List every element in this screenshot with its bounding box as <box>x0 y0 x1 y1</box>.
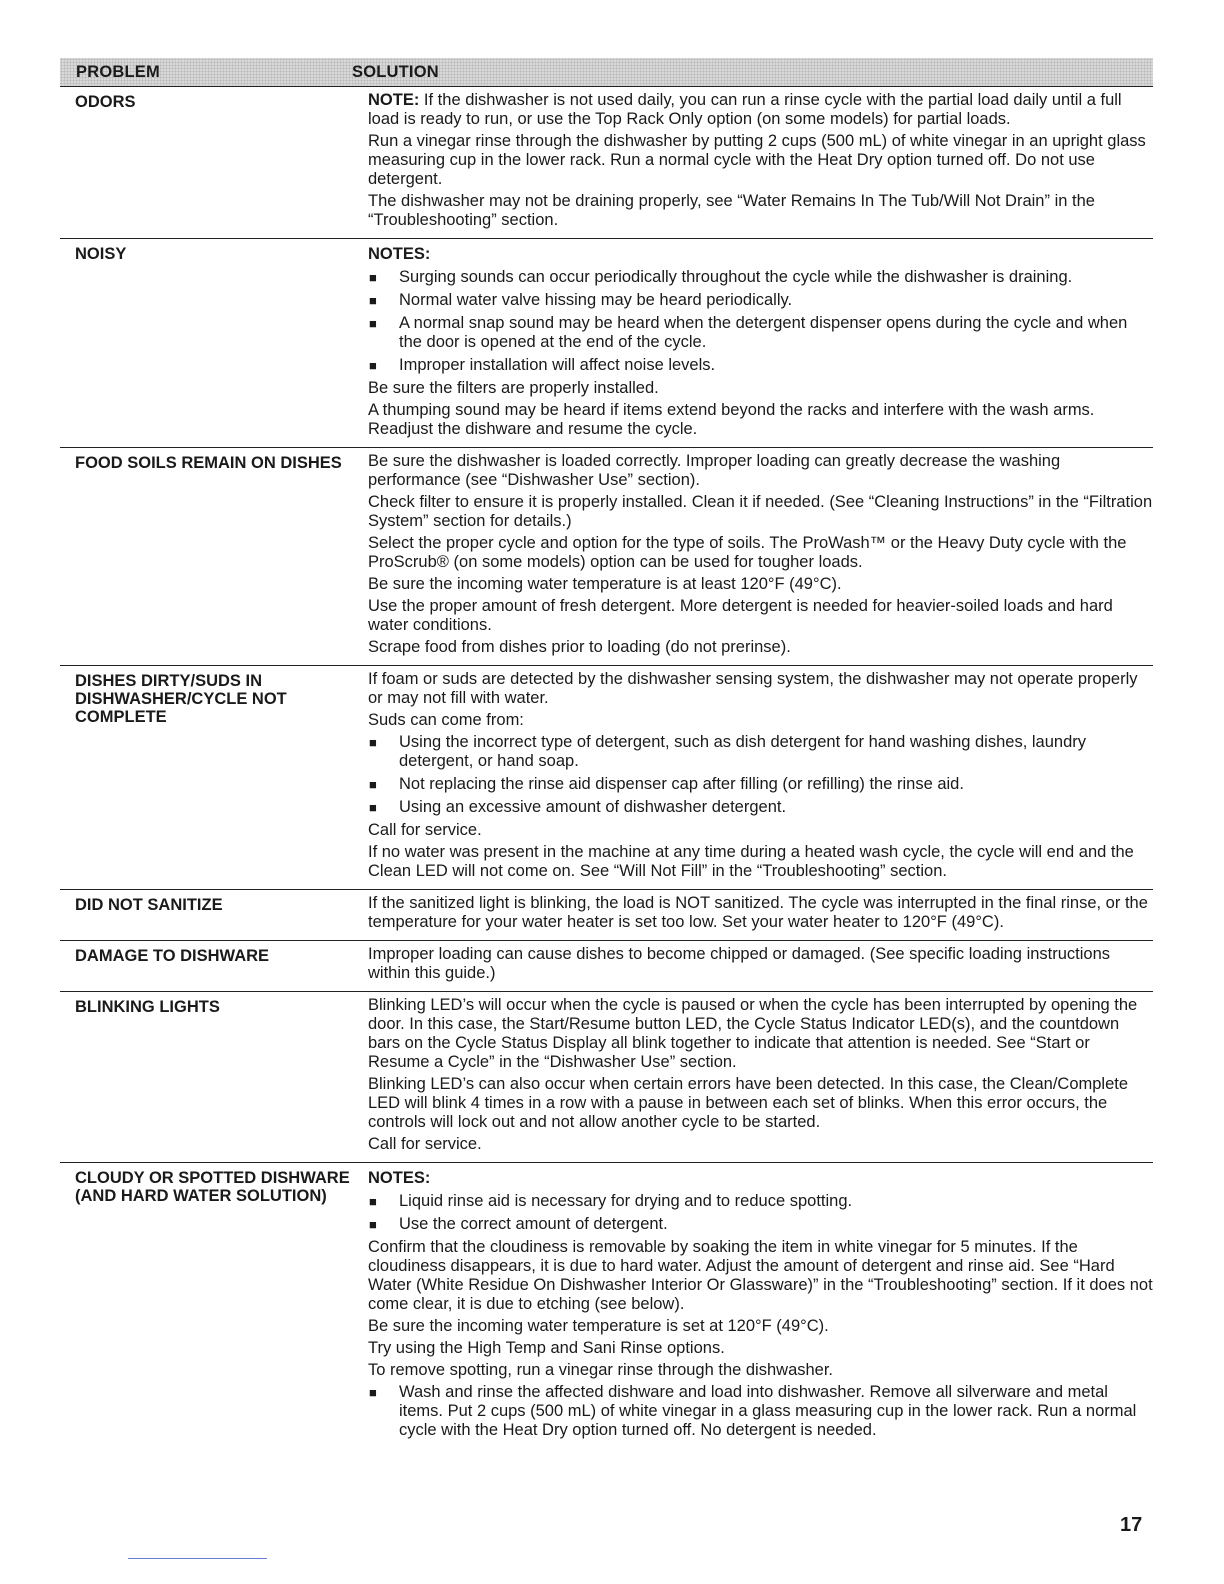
note-text: If the dishwasher is not used daily, you can run a rinse cycle with the partial load daily until a full load is ready to run, or use the Top Rack Only option (on some models) for partial loads. <box>368 91 1122 128</box>
solution-column-header: SOLUTION <box>352 63 439 81</box>
solution-paragraph: Improper loading can cause dishes to become chipped or damaged. (See specific loading instructions within this guide.) <box>368 945 1111 982</box>
solution-paragraph: If foam or suds are detected by the dishwasher sensing system, the dishwasher may not operate properly or may not fill with water. <box>368 670 1138 707</box>
square-bullet-icon: ■ <box>369 735 377 750</box>
problem-column-header: PROBLEM <box>76 63 160 81</box>
bullet-item <box>368 314 1153 352</box>
bullet-text: A normal snap sound may be heard when the detergent dispenser opens during the cycle and when the door is opened at the end of the cycle. <box>399 314 1128 351</box>
footer-rule <box>128 1558 267 1559</box>
solution-cell <box>351 243 1153 442</box>
page-number: 17 <box>1120 1514 1143 1536</box>
table-row <box>60 1163 1153 1449</box>
bullet-item <box>368 291 1153 310</box>
square-bullet-icon: ■ <box>369 777 377 792</box>
problem-cell: DID NOT SANITIZE <box>75 896 223 914</box>
bullet-text: Wash and rinse the affected dishware and load into dishwasher. Remove all silverware and metal items. Put 2 cups (500 mL) of white vinegar in a glass measuring cup in the lower rack. Run a normal cycle with the Heat Dry option turned off. No detergent is needed. <box>399 1383 1137 1439</box>
solution-paragraph: Call for service. <box>368 821 482 839</box>
problem-cell: DAMAGE TO DISHWARE <box>75 947 270 965</box>
note-paragraph <box>368 91 1153 129</box>
solution-paragraph: Confirm that the cloudiness is removable by soaking the item in white vinegar for 5 minutes. If the cloudiness disappears, it is due to hard water. Adjust the amount of detergent and rinse aid. See “Hard Water (White Residue On Dishwasher Interior Or Glassware)” in the “Troubleshooting” section. If it does not come clear, it is due to etching (see below). <box>368 1238 1153 1313</box>
table-row <box>60 666 1153 890</box>
solution-paragraph: Blinking LED’s will occur when the cycle is paused or when the cycle has been interrupted by opening the door. In this case, the Start/Resume button LED, the Cycle Status Indicator LED(s), and the countdown bars on the Cycle Status Display all blink together to indicate that attention is needed. See “Start or Resume a Cycle” in the “Dishwasher Use” section. <box>368 996 1138 1071</box>
square-bullet-icon: ■ <box>369 1385 377 1400</box>
solution-paragraph: Call for service. <box>368 1135 482 1153</box>
solution-paragraph: Scrape food from dishes prior to loading (do not prerinse). <box>368 638 791 656</box>
solution-cell <box>351 91 1153 233</box>
bullet-item <box>368 268 1153 287</box>
square-bullet-icon: ■ <box>369 293 377 308</box>
bullet-text: Using an excessive amount of dishwasher detergent. <box>399 798 787 816</box>
solution-cell <box>351 894 1153 935</box>
square-bullet-icon: ■ <box>369 1217 377 1232</box>
table-row <box>60 941 1153 992</box>
solution-paragraph: If the sanitized light is blinking, the load is NOT sanitized. The cycle was interrupted in the final rinse, or the temperature for your water heater is set too low. Set your water heater to 120°F (49°C). <box>368 894 1148 931</box>
bullet-item <box>368 1192 1153 1211</box>
bullet-text: Using the incorrect type of detergent, such as dish detergent for hand washing dishes, laundry detergent, or hand soap. <box>399 733 1086 770</box>
solution-paragraph: Be sure the filters are properly installed. <box>368 379 659 397</box>
solution-cell <box>351 452 1153 660</box>
table-row <box>60 87 1153 239</box>
notes-heading: NOTES: <box>368 1169 431 1187</box>
table-row <box>60 448 1153 666</box>
solution-paragraph: Run a vinegar rinse through the dishwasher by putting 2 cups (500 mL) of white vinegar in an upright glass measuring cup in the lower rack. Run a normal cycle with the Heat Dry option turned off. Do not use detergent. <box>368 132 1146 188</box>
solution-paragraph: To remove spotting, run a vinegar rinse through the dishwasher. <box>368 1361 834 1379</box>
solution-paragraph: Blinking LED’s can also occur when certain errors have been detected. In this case, the Clean/Complete LED will blink 4 times in a row with a pause in between each set of blinks. When this error occurs, the controls will lock out and not allow another cycle to be started. <box>368 1075 1129 1131</box>
solution-paragraph: The dishwasher may not be draining properly, see “Water Remains In The Tub/Will Not Drain” in the “Troubleshooting” section. <box>368 192 1095 229</box>
solution-cell <box>351 1167 1153 1444</box>
solution-paragraph: Use the proper amount of fresh detergent. More detergent is needed for heavier-soiled loads and hard water conditions. <box>368 597 1113 634</box>
table-header <box>60 58 1153 87</box>
table-row <box>60 992 1153 1163</box>
bullet-text: Surging sounds can occur periodically throughout the cycle while the dishwasher is draining. <box>399 268 1073 286</box>
square-bullet-icon: ■ <box>369 358 377 373</box>
bullet-item <box>368 1383 1153 1440</box>
note-label: NOTE: <box>368 91 420 109</box>
problem-cell: DISHES DIRTY/SUDS IN DISHWASHER/CYCLE NOT COMPLETE <box>75 672 287 726</box>
solution-paragraph: Check filter to ensure it is properly installed. Clean it if needed. (See “Cleaning Instructions” in the “Filtration System” section for details.) <box>368 493 1153 530</box>
solution-cell <box>351 670 1153 884</box>
troubleshooting-table <box>60 58 1153 1449</box>
bullet-item <box>368 798 1153 817</box>
table-row <box>60 890 1153 941</box>
bullet-item <box>368 775 1153 794</box>
square-bullet-icon: ■ <box>369 270 377 285</box>
solution-paragraph: Be sure the dishwasher is loaded correctly. Improper loading can greatly decrease the washing performance (see “Dishwasher Use” section). <box>368 452 1061 489</box>
bullet-text: Not replacing the rinse aid dispenser cap after filling (or refilling) the rinse aid. <box>399 775 964 793</box>
bullet-text: Liquid rinse aid is necessary for drying and to reduce spotting. <box>399 1192 853 1210</box>
problem-cell: BLINKING LIGHTS <box>75 998 220 1016</box>
solution-paragraph: Be sure the incoming water temperature is at least 120°F (49°C). <box>368 575 842 593</box>
square-bullet-icon: ■ <box>369 1194 377 1209</box>
solution-cell <box>351 996 1153 1157</box>
bullet-text: Use the correct amount of detergent. <box>399 1215 668 1233</box>
table-body <box>60 87 1153 1449</box>
bullet-item <box>368 356 1153 375</box>
solution-paragraph: Suds can come from: <box>368 711 524 729</box>
bullet-item <box>368 1215 1153 1234</box>
solution-paragraph: Select the proper cycle and option for the type of soils. The ProWash™ or the Heavy Duty cycle with the ProScrub® (on some models) option can be used for tougher loads. <box>368 534 1127 571</box>
bullet-text: Improper installation will affect noise levels. <box>399 356 716 374</box>
problem-cell: ODORS <box>75 93 136 111</box>
table-row <box>60 239 1153 448</box>
square-bullet-icon: ■ <box>369 316 377 331</box>
problem-cell: FOOD SOILS REMAIN ON DISHES <box>75 454 342 472</box>
problem-cell: NOISY <box>75 245 127 263</box>
bullet-item <box>368 733 1153 771</box>
square-bullet-icon: ■ <box>369 800 377 815</box>
problem-cell: CLOUDY OR SPOTTED DISHWARE (AND HARD WATER SOLUTION) <box>75 1169 350 1205</box>
solution-paragraph: Be sure the incoming water temperature is set at 120°F (49°C). <box>368 1317 829 1335</box>
notes-heading: NOTES: <box>368 245 431 263</box>
solution-paragraph: If no water was present in the machine at any time during a heated wash cycle, the cycle will end and the Clean LED will not come on. See “Will Not Fill” in the “Troubleshooting” section. <box>368 843 1134 880</box>
bullet-text: Normal water valve hissing may be heard periodically. <box>399 291 793 309</box>
solution-cell <box>351 945 1153 986</box>
solution-paragraph: Try using the High Temp and Sani Rinse options. <box>368 1339 725 1357</box>
solution-paragraph: A thumping sound may be heard if items extend beyond the racks and interfere with the wash arms. Readjust the dishware and resume the cycle. <box>368 401 1095 438</box>
